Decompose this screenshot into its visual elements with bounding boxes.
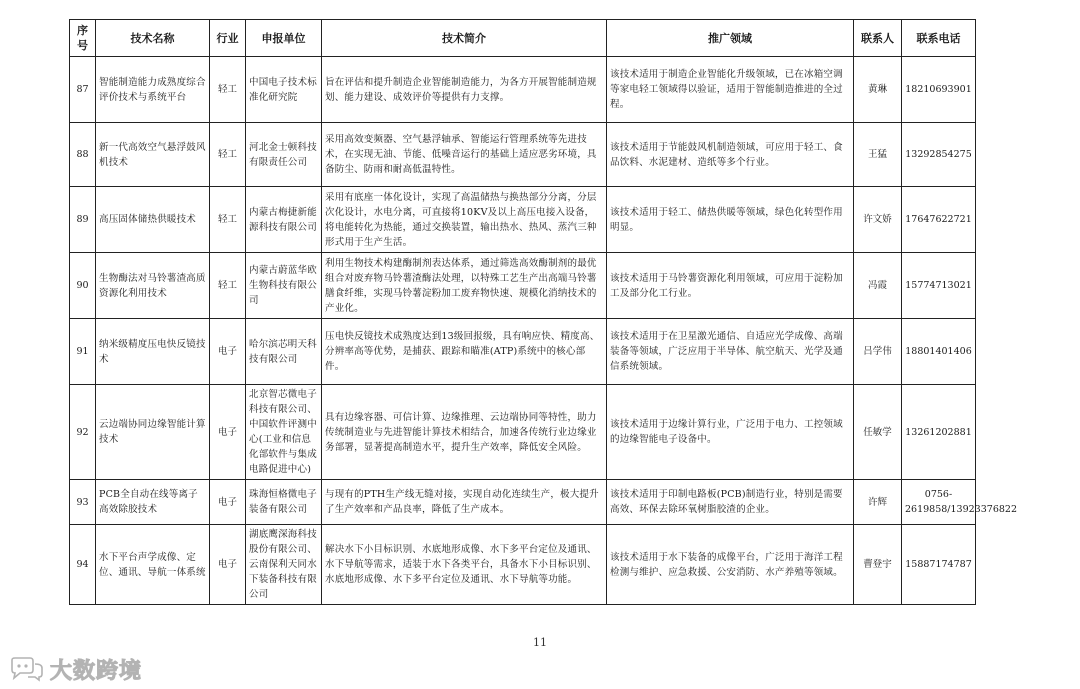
col-header-unit: 申报单位 <box>246 20 322 57</box>
row-industry: 轻工 <box>210 253 246 319</box>
table-row <box>70 480 976 525</box>
row-field: 该技术适用于轻工、储热供暖等领域，绿色化转型作用明显。 <box>607 187 854 253</box>
row-no: 90 <box>70 253 96 319</box>
row-field: 该技术适用于制造企业智能化升级领域，已在冰箱空调等家电轻工领域得以验证，适用于智能制造推进的全过程。 <box>607 57 854 123</box>
row-no: 89 <box>70 187 96 253</box>
row-intro: 具有边缘容器、可信计算、边缘推理、云边端协同等特性，助力传统制造业与先进智能计算技术相结合，加速各传统行业边缘业务部署，显著提高制造水平，提升生产效率，降低安全风险。 <box>322 385 607 480</box>
row-phone: 17647622721 <box>902 187 976 253</box>
col-header-industry: 行业 <box>210 20 246 57</box>
row-intro: 旨在评估和提升制造企业智能制造能力，为各方开展智能制造规划、能力建设、成效评价等提供有力支撑。 <box>322 57 607 123</box>
row-field: 该技术适用于节能鼓风机制造领域，可应用于轻工、食品饮料、水泥建材、造纸等多个行业。 <box>607 123 854 187</box>
row-industry: 电子 <box>210 319 246 385</box>
chat-bubble-logo-icon <box>8 656 46 682</box>
row-no: 87 <box>70 57 96 123</box>
row-field: 该技术适用于边缘计算行业，广泛用于电力、工控领域的边缘智能电子设备中。 <box>607 385 854 480</box>
row-industry: 轻工 <box>210 187 246 253</box>
row-phone: 18801401406 <box>902 319 976 385</box>
row-contact: 黄琳 <box>854 57 902 123</box>
col-header-no: 序号 <box>70 20 96 57</box>
row-unit: 哈尔滨芯明天科技有限公司 <box>246 319 322 385</box>
col-header-contact: 联系人 <box>854 20 902 57</box>
row-contact: 许辉 <box>854 480 902 525</box>
row-industry: 轻工 <box>210 123 246 187</box>
row-intro: 采用有底座一体化设计，实现了高温储热与换热部分分离，分层次化设计，水电分离，可直接将10KV及以上高压电接入设备，将电能转化为热能，通过交换装置，输出热水、热风、蒸汽三种形式用于生产生活。 <box>322 187 607 253</box>
row-contact: 曹登宇 <box>854 525 902 605</box>
col-header-phone: 联系电话 <box>902 20 976 57</box>
row-no: 91 <box>70 319 96 385</box>
col-header-name: 技术名称 <box>96 20 210 57</box>
row-phone: 0756-2619858/13923376822 <box>902 480 976 525</box>
row-no: 93 <box>70 480 96 525</box>
row-tech-name: 生物酶法对马铃薯渣高质资源化利用技术 <box>96 253 210 319</box>
row-unit: 中国电子技术标准化研究院 <box>246 57 322 123</box>
row-no: 92 <box>70 385 96 480</box>
row-no: 94 <box>70 525 96 605</box>
row-contact: 许文娇 <box>854 187 902 253</box>
row-tech-name: 高压固体储热供暖技术 <box>96 187 210 253</box>
table-row <box>70 525 976 605</box>
row-tech-name: 水下平台声学成像、定位、通讯、导航一体系统 <box>96 525 210 605</box>
row-intro: 采用高效变频器、空气悬浮轴承、智能运行管理系统等先进技术，在实现无油、节能、低噪音运行的基础上适应恶劣环境，具备防尘、防雨和耐高低温特性。 <box>322 123 607 187</box>
table-row <box>70 253 976 319</box>
row-industry: 电子 <box>210 480 246 525</box>
col-header-field: 推广领域 <box>607 20 854 57</box>
row-unit: 北京智芯微电子科技有限公司、中国软件评测中心(工业和信息化部软件与集成电路促进中心) <box>246 385 322 480</box>
col-header-intro: 技术简介 <box>322 20 607 57</box>
row-intro: 压电快反镜技术成熟度达到13级回报级，具有响应快、精度高、分辨率高等优势，是捕获、跟踪和瞄准(ATP)系统中的核心部件。 <box>322 319 607 385</box>
row-field: 该技术适用于在卫星激光通信、自适应光学成像、高端装备等领域，广泛应用于半导体、航空航天、光学及通信系统领域。 <box>607 319 854 385</box>
row-tech-name: PCB全自动在线等离子高效除胶技术 <box>96 480 210 525</box>
row-phone: 18210693901 <box>902 57 976 123</box>
row-contact: 任敏学 <box>854 385 902 480</box>
row-field: 该技术适用于马铃薯资源化利用领域，可应用于淀粉加工及部分化工行业。 <box>607 253 854 319</box>
row-field: 该技术适用于印制电路板(PCB)制造行业，特别是需要高效、环保去除环氧树脂胶渣的企业。 <box>607 480 854 525</box>
header-row <box>70 20 976 57</box>
row-industry: 轻工 <box>210 57 246 123</box>
row-unit: 内蒙古蔚蓝华欧生物科技有限公司 <box>246 253 322 319</box>
row-industry: 电子 <box>210 525 246 605</box>
row-phone: 15774713021 <box>902 253 976 319</box>
row-industry: 电子 <box>210 385 246 480</box>
row-unit: 河北金士顿科技有限责任公司 <box>246 123 322 187</box>
row-unit: 珠海恒格微电子装备有限公司 <box>246 480 322 525</box>
row-phone: 13261202881 <box>902 385 976 480</box>
table-row <box>70 319 976 385</box>
technology-table <box>69 19 1017 605</box>
row-phone: 15887174787 <box>902 525 976 605</box>
watermark-text: 大数跨境 <box>50 658 143 684</box>
row-contact: 吕学伟 <box>854 319 902 385</box>
row-no: 88 <box>70 123 96 187</box>
row-tech-name: 云边端协同边缘智能计算技术 <box>96 385 210 480</box>
row-contact: 王猛 <box>854 123 902 187</box>
table-row <box>70 123 976 187</box>
row-contact: 冯霞 <box>854 253 902 319</box>
row-field: 该技术适用于水下装备的成像平台，广泛用于海洋工程检测与维护、应急救援、公安消防、水产养殖等领域。 <box>607 525 854 605</box>
row-intro: 与现有的PTH生产线无缝对接，实现自动化连续生产，极大提升了生产效率和产品良率，降低了生产成本。 <box>322 480 607 525</box>
row-unit: 内蒙古梅捷新能源科技有限公司 <box>246 187 322 253</box>
row-phone: 13292854275 <box>902 123 976 187</box>
row-tech-name: 新一代高效空气悬浮鼓风机技术 <box>96 123 210 187</box>
table-row <box>70 187 976 253</box>
row-unit: 湖底鹰深海科技股份有限公司、云南保利天同水下装备科技有限公司 <box>246 525 322 605</box>
row-intro: 利用生物技术构建酶制剂表达体系，通过筛选高效酶制剂的最优组合对废弃物马铃薯渣酶法处理，以特殊工艺生产出高端马铃薯膳食纤维，实现马铃薯淀粉加工废弃物快速、规模化消纳技术的产业化。 <box>322 253 607 319</box>
row-tech-name: 智能制造能力成熟度综合评价技术与系统平台 <box>96 57 210 123</box>
watermark <box>8 654 142 684</box>
table-row <box>70 385 976 480</box>
row-tech-name: 纳米级精度压电快反镜技术 <box>96 319 210 385</box>
page-number: 11 <box>533 636 547 649</box>
table-row <box>70 57 976 123</box>
row-intro: 解决水下小目标识别、水底地形成像、水下多平台定位及通讯、水下导航等需求，适装于水下各类平台，具备水下小目标识别、水底地形成像、水下多平台定位及通讯、水下导航等功能。 <box>322 525 607 605</box>
